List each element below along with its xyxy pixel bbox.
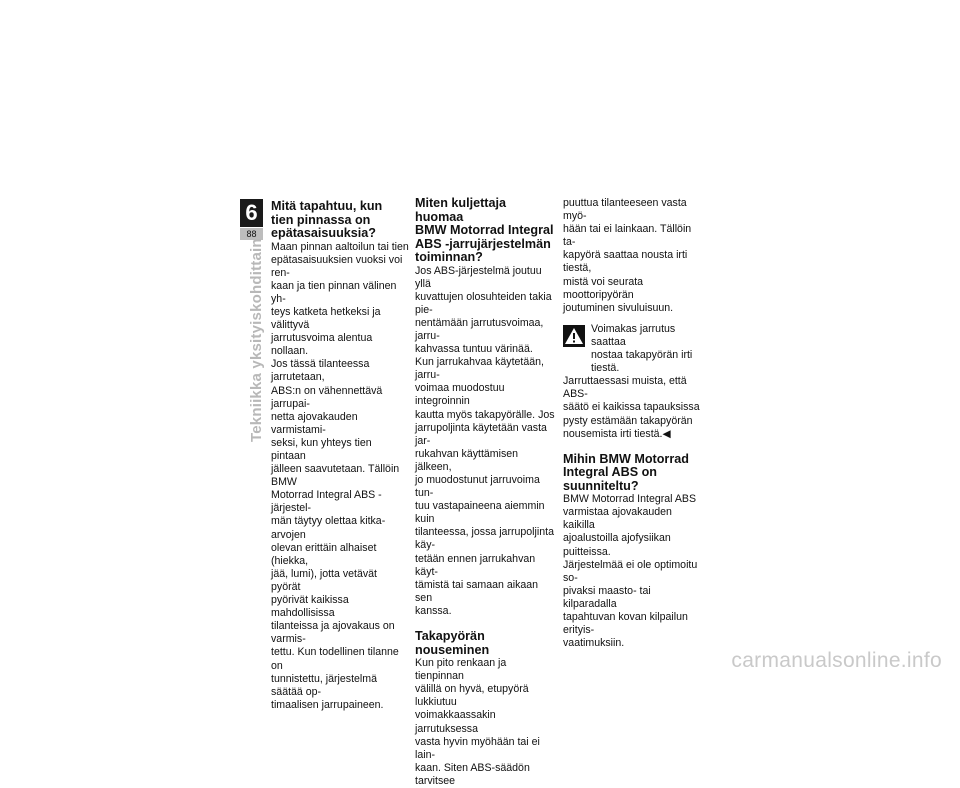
section-heading-uneven-road: Mitä tapahtuu, kun tien pinnassa on epätasaisuuksia? — [271, 199, 383, 240]
paragraph-abs-design: BMW Motorrad Integral ABS varmistaa ajovakauden kaikilla ajoalustoilla ajofysiikan puitteissa. Järjestelmää ei ole optimoitu so- pivaksi maasto- tai kilparadalla tapahtuvan kovan kilpailun erityis- vaatimuksiin. — [563, 493, 698, 650]
paragraph-uneven-road: Maan pinnan aaltoilun tai tien epätasaisuuksien vuoksi voi ren- kaan ja tien pinnan välinen yh- teys katketa hetkeksi ja välittyvä jarrutusvoima alentua nollaan. Jos tässä tilanteessa jarrutetaan, ABS:n on vähennettävä jarrupai- netta ajovakauden varmistami- seksi, kun yhteys tien pintaan jälleen saavutetaan. Tällöin BMW Motorrad Integral ABS -järjestel- män täytyy olettaa kitka-arvojen olevan erittäin alhaiset (hiekka, jää, lumi), jotta vetävät pyörät pyörivät kaikissa mahdollisissa tilanteissa ja ajovakaus on varmis- tettu. Kun todellinen tilanne on tunnistettu, järjestelmä säätää op- timaalisen jarrupaineen. — [271, 240, 409, 711]
column-1 — [271, 200, 409, 712]
section-heading-abs-operation: Miten kuljettaja huomaa BMW Motorrad Integral ABS -jarrujärjestelmän toiminnan? — [415, 196, 554, 264]
chapter-title: Tekniikka yksityiskohdittain — [248, 238, 265, 442]
section-heading-abs-design: Mihin BMW Motorrad Integral ABS on suunniteltu? — [563, 451, 689, 493]
section-heading-rear-wheel-lift: Takapyörän nouseminen — [415, 629, 490, 657]
paragraph-abs-operation: Jos ABS-järjestelmä joutuu yllä kuvattujen olosuhteiden takia pie- nentämään jarrutusvoimaa, jarru- kahvassa tuntuu värinää. Kun jarrukahvaa käytetään, jarru- voimaa muodostuu integroinnin kautta myös takapyörälle. Jos jarrupoljinta käytetään vasta jar- rukahvan käyttämisen jälkeen, jo muodostunut jarruvoima tun- tuu vastapaineena aiemmin kuin tilanteessa, jossa jarrupoljinta käy- tetään ennen jarrukahvan käyt- tämistä tai samaan aikaan sen kanssa. — [415, 264, 555, 617]
paragraph-rear-wheel-lift: Kun pito renkaan ja tienpinnan välillä on hyvä, etupyörä lukkiutuu voimakkaassakin jarrutuksessa vasta hyvin myöhään tai ei lain- kaan. Siten ABS-säädön tarvitsee — [415, 657, 540, 787]
paragraph-braking-reminder: Jarruttaessasi muista, että ABS- säätö ei kaikissa tapauksissa pysty estämään takapyörän nousemista irti tiestä.◀ — [563, 375, 700, 440]
page-number: 88 — [240, 228, 263, 240]
warning-icon — [563, 325, 585, 347]
warning-text: Voimakas jarrutus saattaa nostaa takapyörän irti tiestä. — [591, 322, 693, 375]
column-3 — [563, 197, 705, 650]
paragraph-rear-wheel-continued: puuttua tilanteeseen vasta myö- hään tai ei lainkaan. Tällöin ta- kapyörä saattaa nousta irti tiestä, mistä voi seurata moottoripyörän joutuminen sivuluisuun. — [563, 197, 692, 314]
watermark: carmanualsonline.info — [731, 649, 942, 672]
chapter-number: 6 — [240, 199, 263, 227]
warning-note — [563, 323, 705, 375]
column-2 — [415, 197, 555, 788]
